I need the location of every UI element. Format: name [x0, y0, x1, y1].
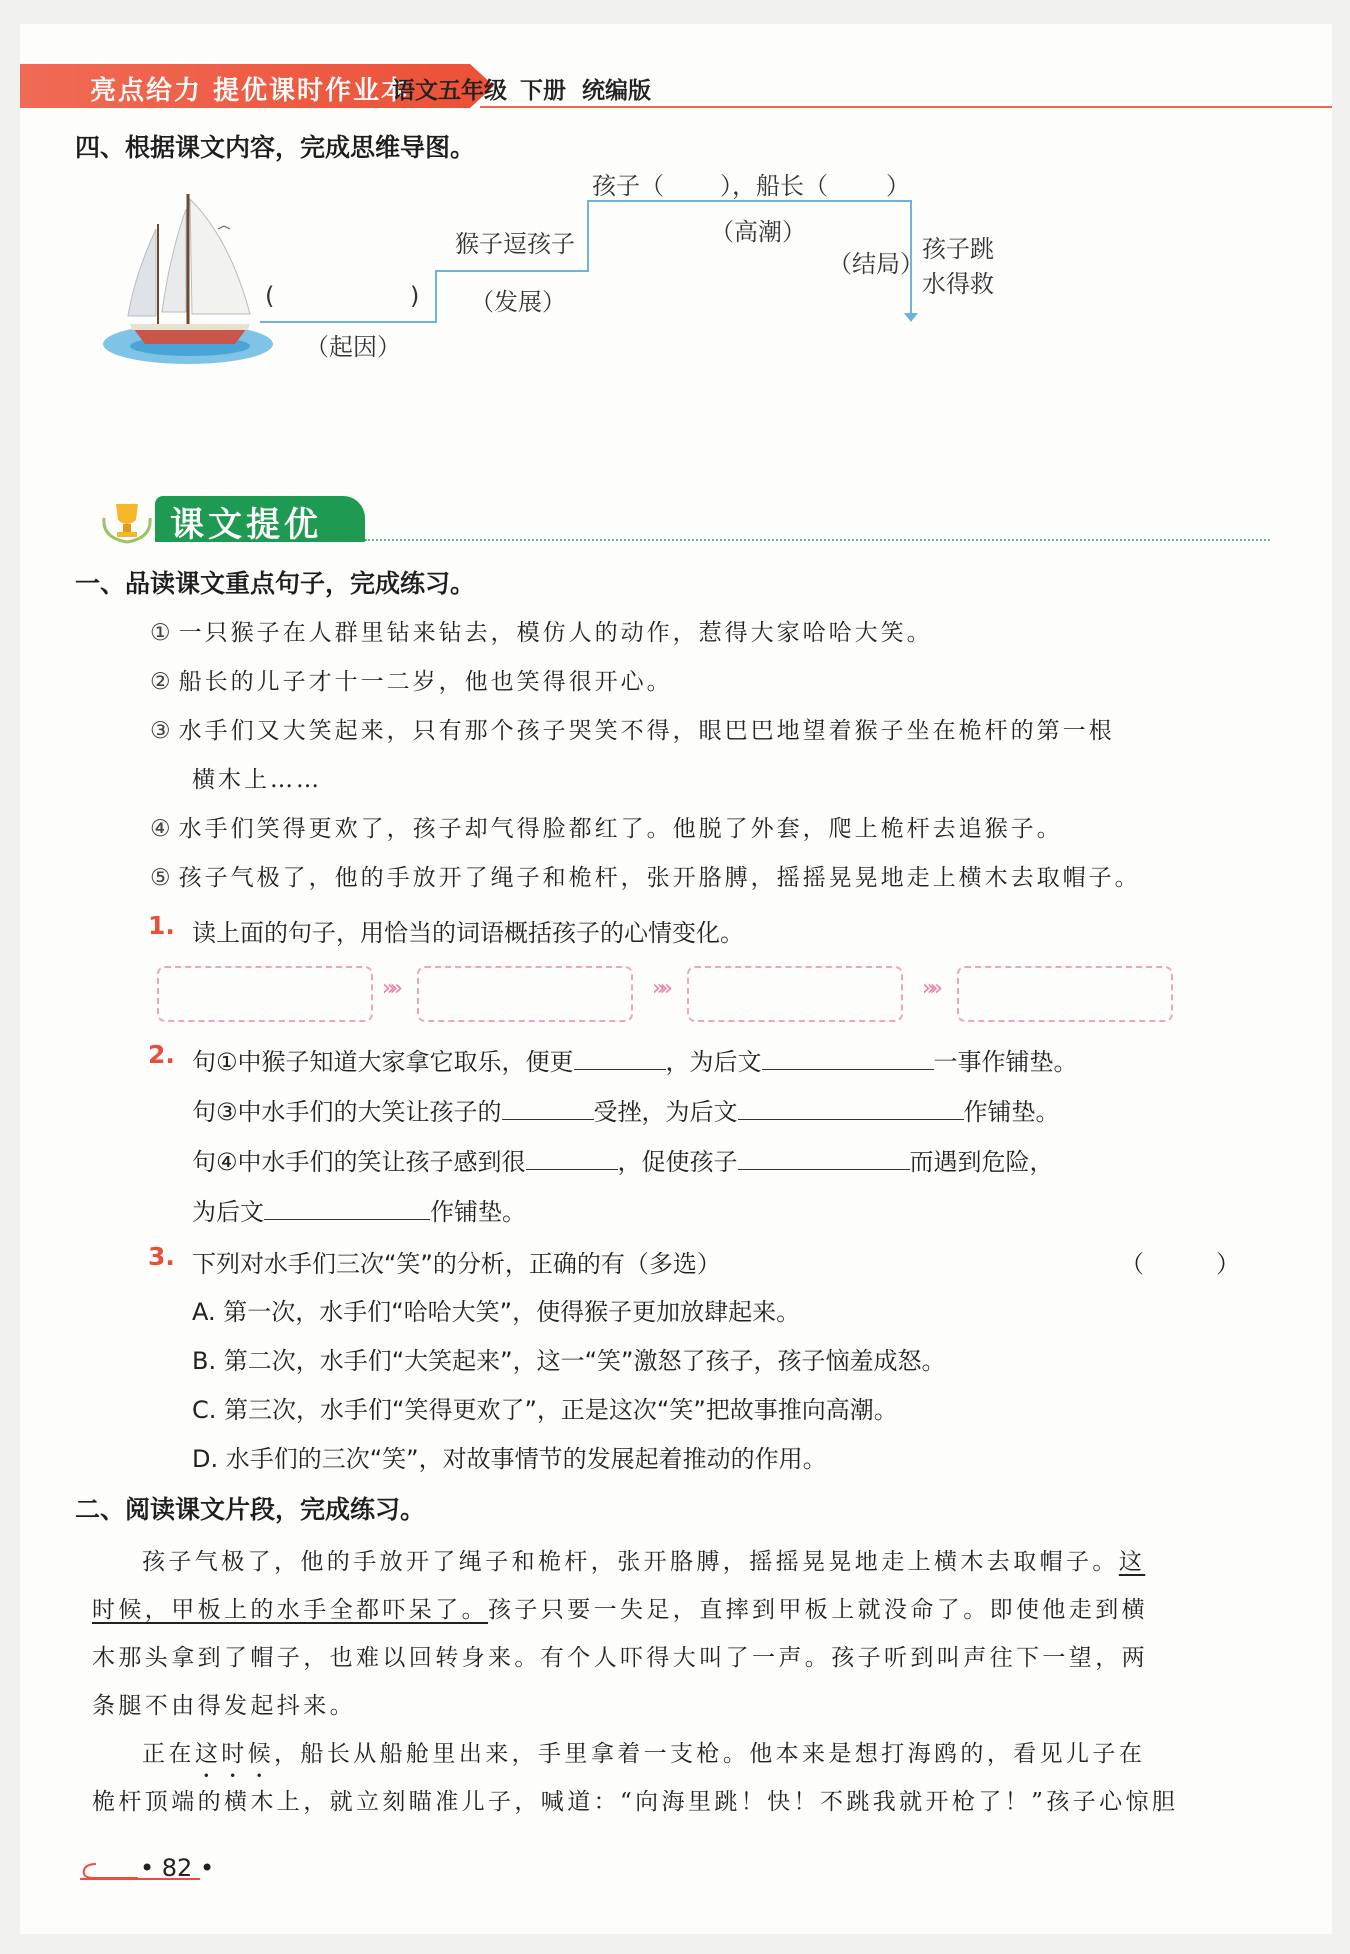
header-rule: [480, 106, 1332, 108]
q2-line-1: 句①中猴子知道大家拿它取乐，便更 ，为后文 一事作铺垫。: [192, 1048, 1078, 1076]
q2-blank-1[interactable]: [574, 1047, 666, 1070]
sentence-4: ④ 水手们笑得更欢了，孩子却气得脸都红了。他脱了外套，爬上桅杆去追猴子。: [150, 816, 1063, 842]
chevron-right-icon: »»: [652, 976, 667, 1001]
cause-step-line: [260, 321, 435, 323]
q2-blank-7[interactable]: [264, 1197, 430, 1220]
q2-line-3: 句④中水手们的笑让孩子感到很 ，促使孩子 而遇到危险，: [192, 1148, 1054, 1176]
q2-line-2: 句③中水手们的大笑让孩子的 受挫，为后文 作铺垫。: [192, 1098, 1060, 1126]
mood-box-1[interactable]: [157, 966, 373, 1022]
dev-step-line: [435, 270, 587, 272]
q2-blank-4[interactable]: [738, 1097, 964, 1120]
section-dotted-rule: [365, 539, 1270, 541]
q3-answer-paren[interactable]: （ ）: [1120, 1250, 1240, 1278]
q3-option-c[interactable]: C. 第三次，水手们“笑得更欢了”，正是这次“笑”把故事推向高潮。: [192, 1396, 898, 1424]
q1-number: 1.: [148, 911, 175, 940]
q3-option-d[interactable]: D. 水手们的三次“笑”，对故事情节的发展起着推动的作用。: [192, 1445, 827, 1473]
sentence-1: ① 一只猴子在人群里钻来钻去，模仿人的动作，惹得大家哈哈大笑。: [150, 620, 933, 646]
q2-blank-3[interactable]: [502, 1097, 594, 1120]
climax-text-a: 孩子（: [592, 172, 664, 200]
q2-line-4: 为后文 作铺垫。: [192, 1198, 526, 1226]
ending-label: （结局）: [828, 250, 924, 278]
cause-label: （起因）: [305, 333, 401, 361]
q1-text: 读上面的句子，用恰当的词语概括孩子的心情变化。: [192, 919, 744, 947]
step-riser-2: [587, 200, 589, 272]
step-riser-1: [435, 270, 437, 323]
development-text: 猴子逗孩子: [455, 230, 575, 258]
q3-text: 下列对水手们三次“笑”的分析，正确的有（多选）: [192, 1250, 721, 1278]
q2-blank-5[interactable]: [526, 1147, 618, 1170]
q2-blank-6[interactable]: [738, 1147, 910, 1170]
passage-line-6: 桅杆顶端的横木上，就立刻瞄准儿子，喊道：“向海里跳！快！不跳我就开枪了！”孩子心惊胆: [92, 1789, 1179, 1815]
climax-text-b: ），船长（: [720, 172, 828, 200]
sentence-5: ⑤ 孩子气极了，他的手放开了绳子和桅杆，张开胳膊，摇摇晃晃地走上横木去取帽子。: [150, 865, 1141, 891]
edition-label: 统编版: [582, 78, 651, 104]
climax-label: （高潮）: [710, 218, 806, 246]
passage-line-1: 孩子气极了，他的手放开了绳子和桅杆，张开胳膊，摇摇晃晃地走上横木去取帽子。这: [142, 1549, 1146, 1575]
chevron-right-icon: »»: [922, 976, 937, 1001]
q2-blank-2[interactable]: [762, 1047, 934, 1070]
sentence-3: ③ 水手们又大笑起来，只有那个孩子哭笑不得，眼巴巴地望着猴子坐在桅杆的第一根: [150, 718, 1115, 744]
chevron-right-icon: »»: [382, 976, 397, 1001]
sentence-3-cont: 横木上……: [192, 767, 322, 793]
workbook-page: [20, 24, 1332, 1934]
trophy-icon: [98, 496, 156, 546]
ending-text-2: 水得救: [922, 270, 994, 298]
climax-text-c: ）: [886, 172, 910, 200]
down-arrow-icon: [903, 312, 919, 324]
mood-box-4[interactable]: [957, 966, 1173, 1022]
development-label: （发展）: [470, 288, 566, 316]
passage-line-4: 条腿不由得发起抖来。: [92, 1693, 356, 1719]
passage-line-5: 正在这时候，船长从船舱里出来，手里拿着一支枪。他本来是想打海鸥的，看见儿子在: [142, 1741, 1146, 1767]
brand-title: 亮点给力 提优课时作业本: [90, 76, 410, 106]
mood-box-3[interactable]: [687, 966, 903, 1022]
page-number: • 82 •: [140, 1854, 215, 1882]
q2-number: 2.: [148, 1040, 175, 1069]
sentence-2: ② 船长的儿子才十一二岁，他也笑得很开心。: [150, 669, 673, 695]
mood-box-2[interactable]: [417, 966, 633, 1022]
cause-paren-close: ): [410, 282, 420, 310]
q3-number: 3.: [148, 1242, 175, 1271]
section-banner-title: 课文提优: [170, 505, 322, 545]
subject-label: 语文五年级: [392, 78, 507, 104]
volume-label: 下册: [520, 78, 566, 104]
part1-heading: 一、品读课文重点句子，完成练习。: [75, 569, 476, 598]
passage-line-3: 木那头拿到了帽子，也难以回转身来。有个人吓得大叫了一声。孩子听到叫声往下一望，两: [92, 1645, 1148, 1671]
mindmap-heading: 四、根据课文内容，完成思维导图。: [75, 133, 476, 162]
q3-option-b[interactable]: B. 第二次，水手们“大笑起来”，这一“笑”激怒了孩子，孩子恼羞成怒。: [192, 1347, 946, 1375]
q3-option-a[interactable]: A. 第一次，水手们“哈哈大笑”，使得猴子更加放肆起来。: [192, 1298, 801, 1326]
part2-heading: 二、阅读课文片段，完成练习。: [75, 1495, 426, 1524]
ending-text-1: 孩子跳: [922, 235, 994, 263]
sailboat-illustration: [100, 184, 280, 374]
passage-line-2: 时候，甲板上的水手全都吓呆了。孩子只要一失足，直摔到甲板上就没命了。即使他走到横: [92, 1597, 1148, 1623]
cause-paren-open: (: [265, 282, 275, 310]
